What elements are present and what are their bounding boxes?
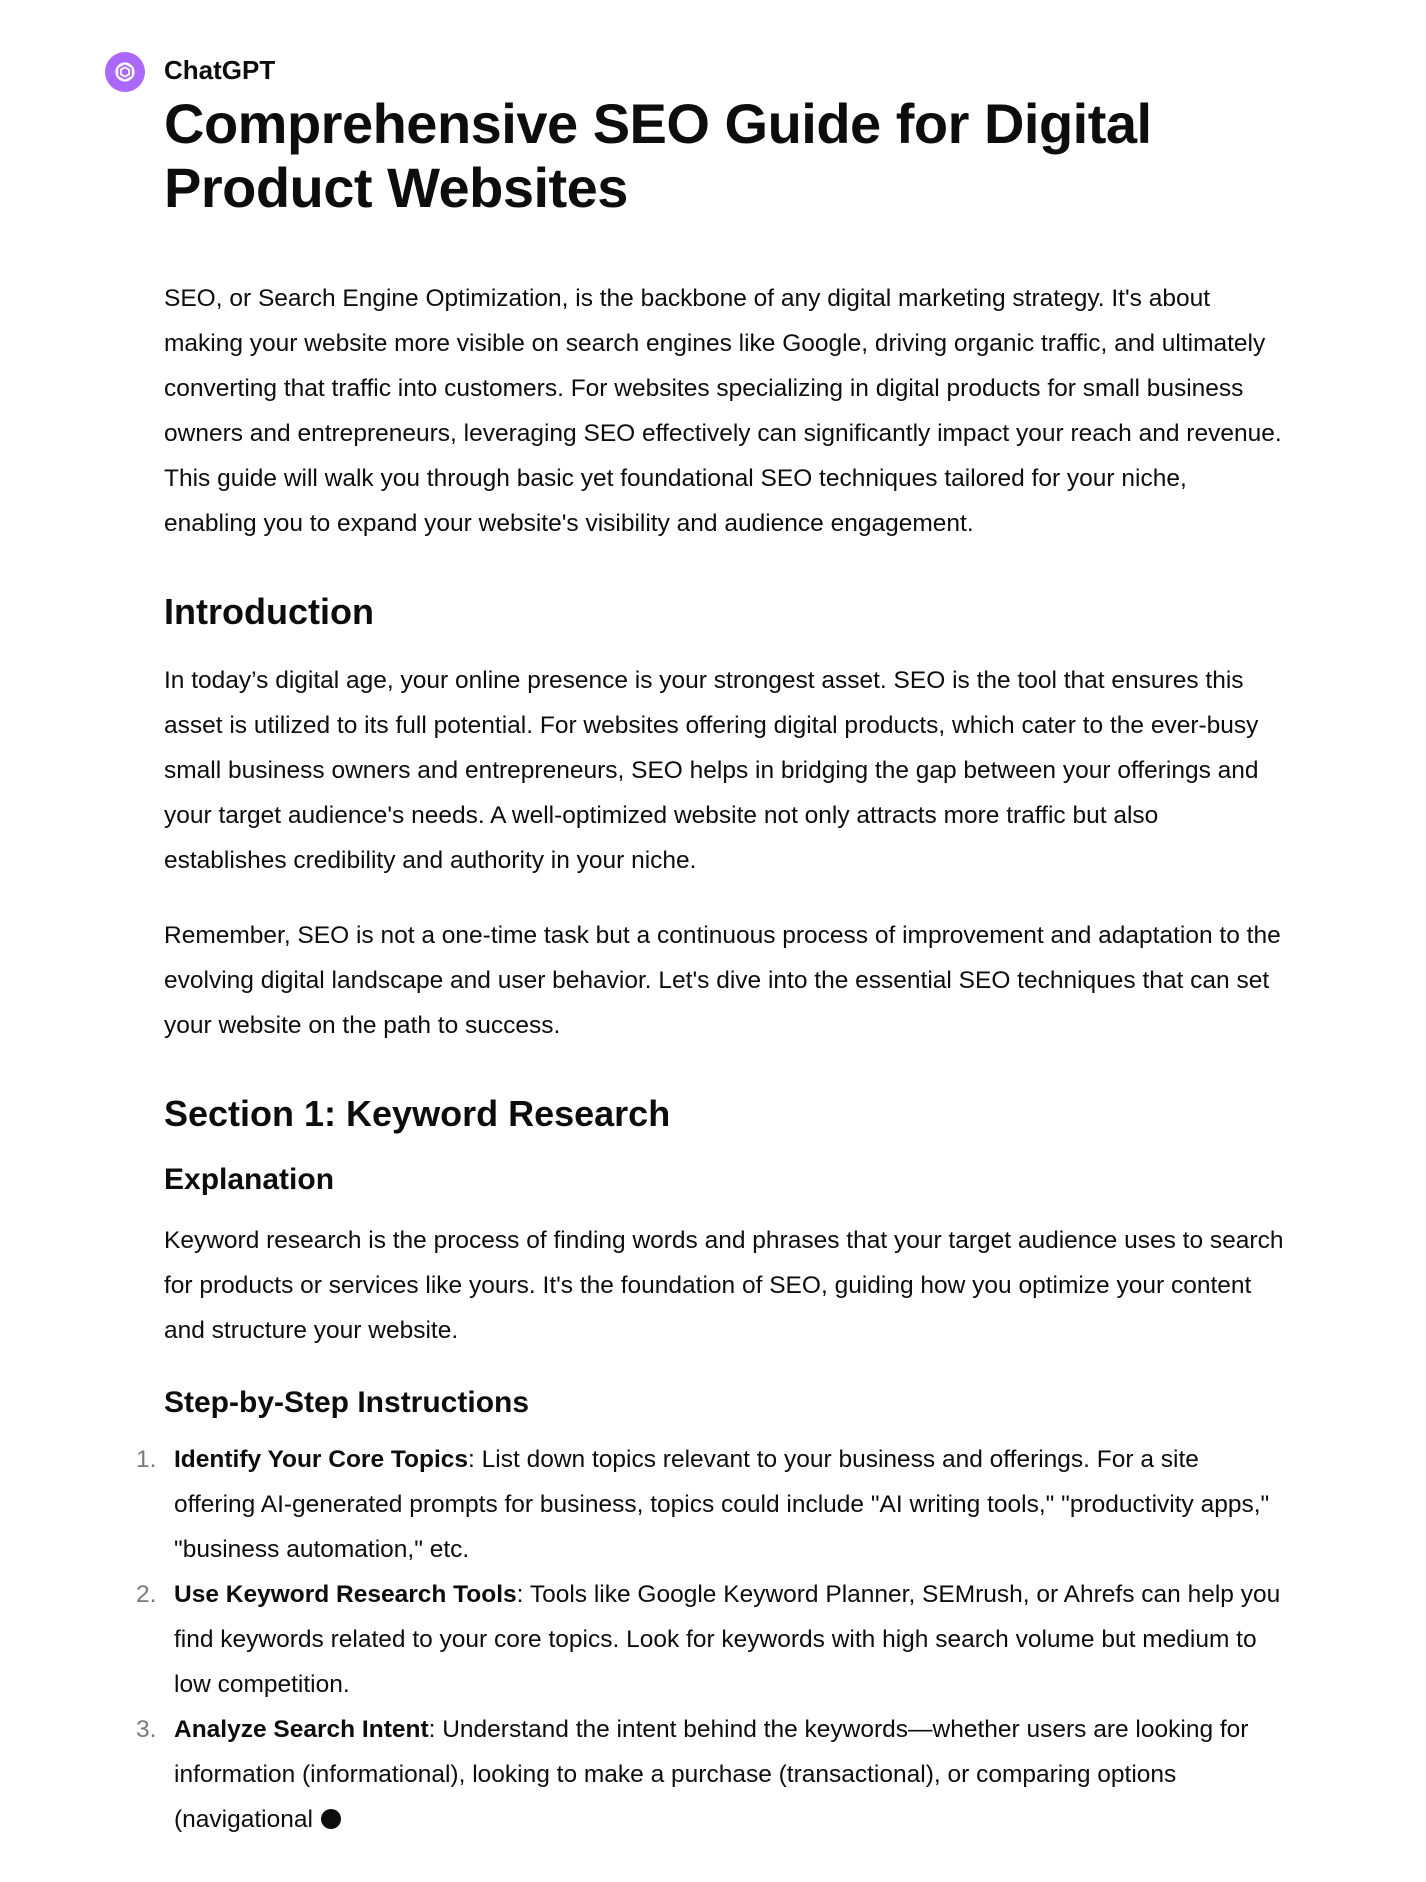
introduction-paragraph-1: In today’s digital age, your online presence is your strongest asset. SEO is the tool that ensures this asset is utilized to its full potential. For websites offering digital products, which cater to the ever-busy small business owners and entrepreneurs, SEO helps in bridging the gap between your offerings and your target audience's needs. A well-optimized website not only attracts more traffic but also establishes credibility and authority in your niche. [164, 667, 1259, 874]
step-text: : List down topics relevant to your business and offerings. For a site offering AI-generated prompts for business, topics could include "AI writing tools," "productivity apps," "business automation," etc. [174, 1446, 1270, 1563]
list-number: 3. [136, 1716, 157, 1743]
openai-logo-icon [111, 58, 139, 86]
introduction-paragraph-2: Remember, SEO is not a one-time task but a continuous process of improvement and adaptation to the evolving digital landscape and user behavior. Let's dive into the essential SEO techniques that can set your website on the path to success. [164, 922, 1281, 1039]
list-item [136, 1572, 1284, 1707]
list-item [136, 1707, 1284, 1842]
step-title: Identify Your Core Topics [174, 1446, 469, 1473]
steps-list [136, 1437, 1284, 1842]
list-number: 2. [136, 1581, 157, 1608]
list-number: 1. [136, 1446, 157, 1473]
introduction-heading: Introduction [164, 591, 374, 632]
step-text: : Understand the intent behind the keywords—whether users are looking for information (informational), looking to make a purchase (transactional), or comparing options (navigational [174, 1716, 1249, 1833]
explanation-heading: Explanation [164, 1163, 335, 1196]
avatar [105, 52, 145, 92]
section1-heading: Section 1: Keyword Research [164, 1093, 671, 1134]
intro-paragraph: SEO, or Search Engine Optimization, is the backbone of any digital marketing strategy. It's about making your website more visible on search engines like Google, driving organic traffic, and ultimately converting that traffic into customers. For websites specializing in digital products for small business owners and entrepreneurs, leveraging SEO effectively can significantly impact your reach and revenue. This guide will walk you through basic yet foundational SEO techniques tailored for your niche, enabling you to expand your website's visibility and audience engagement. [164, 285, 1282, 537]
step-text: : Tools like Google Keyword Planner, SEMrush, or Ahrefs can help you find keywords related to your core topics. Look for keywords with high search volume but medium to low competition. [174, 1581, 1281, 1698]
steps-heading: Step-by-Step Instructions [164, 1386, 530, 1419]
message-content [136, 92, 1284, 1842]
article-title: Comprehensive SEO Guide for Digital Product Websites [164, 92, 1152, 219]
step-title: Analyze Search Intent [174, 1716, 429, 1743]
author-name: ChatGPT [164, 55, 276, 85]
list-item [136, 1437, 1284, 1572]
explanation-paragraph: Keyword research is the process of finding words and phrases that your target audience uses to search for products or services like yours. It's the foundation of SEO, guiding how you optimize your content and structure your website. [164, 1227, 1284, 1344]
step-title: Use Keyword Research Tools [174, 1581, 517, 1608]
streaming-cursor-icon [321, 1809, 341, 1829]
